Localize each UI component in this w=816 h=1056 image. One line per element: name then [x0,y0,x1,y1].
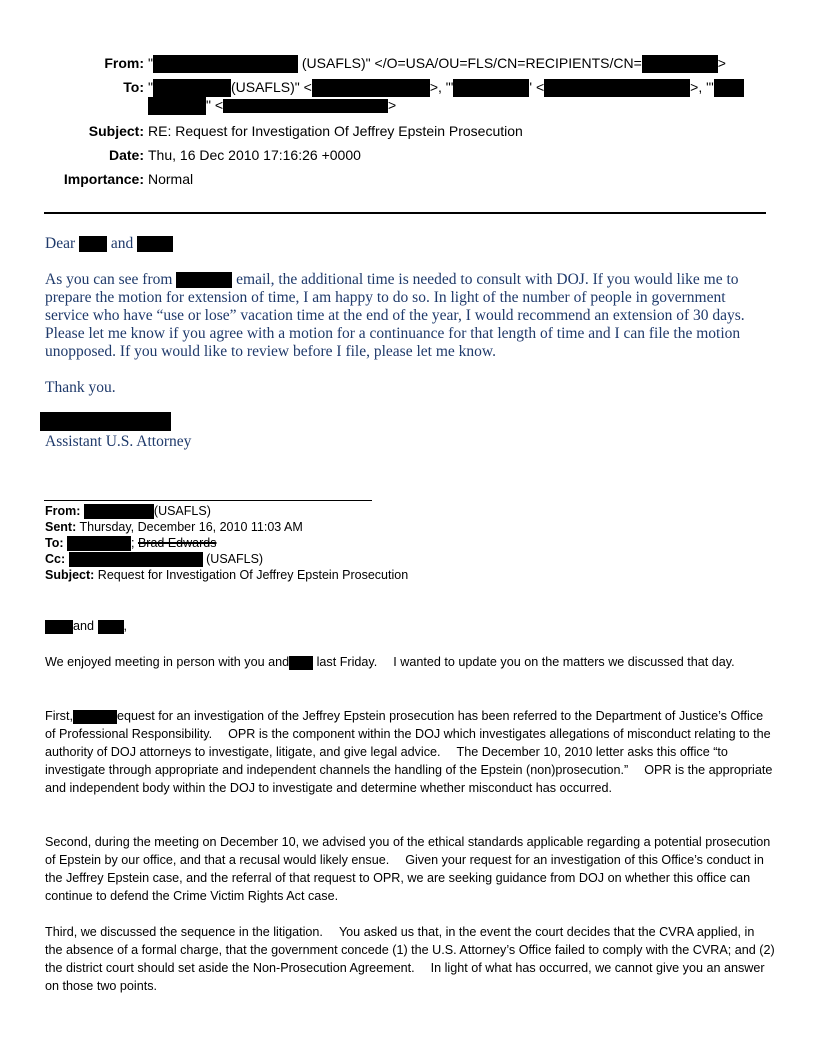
redaction [544,79,690,97]
from-label: From: [104,55,144,71]
signature-name-redaction [40,412,171,431]
redaction [73,710,117,724]
redaction [148,97,206,115]
redaction [67,536,131,551]
redaction [69,552,203,567]
salutation: and , [45,617,775,635]
fwd-cc: Cc: (USAFLS) [45,552,264,566]
to-value: " (USAFLS)" < >, "' ' < >, "' [148,79,744,97]
to-label: To: [123,79,144,95]
email-header [0,0,816,200]
redaction [176,272,232,288]
redaction [84,504,154,519]
importance-value: Normal [148,171,194,187]
redaction [289,656,313,670]
redaction [137,236,173,252]
redaction [312,79,430,97]
forward-divider [44,500,372,501]
signature-title: Assistant U.S. Attorney [45,433,192,450]
reply-paragraph: As you can see from email, the additional time is needed to consult with DOJ. If you would like me to prepare the motion for extension of time, I am happy to do so. In light of the number of people in government service who have “use or lose” vacation time at the end of the year, I would recommend an extension of 30 days. Please let me know if you agree with a motion for a continuance for that length of time and I can file the motion unopposed. If you would like to review before I file, please let me know. [45,271,745,360]
fwd-from: From: (USAFLS) [45,504,211,518]
redaction [153,55,298,73]
subject-value: RE: Request for Investigation Of Jeffrey Epstein Prosecution [148,123,523,139]
redaction [714,79,744,97]
struck-recipient: Brad Edwards [137,536,217,550]
paragraph-2: First, equest for an investigation of the Jeffrey Epstein prosecution has been referred to the Department of Justice’s Office of Professional Responsibility. OPR is the component within the DOJ which investigates allegations of misconduct relating to the authority of DOJ attorneys to investigate, litigate, and give legal advice. The December 10, 2010 letter asks this office “to investigate through appropriate and independent channels the handling of the Epstein (non)prosecution.” OPR is the appropriate and independent body within the DOJ to investigate and determine whether misconduct has occurred. [45,709,773,795]
date-label: Date: [108,147,144,163]
redaction [642,55,718,73]
redaction [453,79,529,97]
from-value: " (USAFLS)" </O=USA/OU=FLS/CN=RECIPIENTS/CN= > [148,55,726,73]
fwd-to: To: ; Brad Edwards [45,536,217,550]
date-value: Thu, 16 Dec 2010 17:16:26 +0000 [148,147,361,163]
paragraph-1: We enjoyed meeting in person with you and last Friday. I wanted to update you on the matters we discussed that day. [45,655,735,669]
redaction [45,620,73,634]
reply-greeting: Dear and [45,235,770,253]
to-value-cont: " < > [148,97,396,115]
paragraph-4: Third, we discussed the sequence in the litigation. You asked us that, in the event the court decides that the CVRA applied, in the absence of a formal charge, that the government concede (1) the U.S. Attorney’s Office failed to comply with the CVRA; and (2) the district court should set aside the Non-Prosecution Agreement. In light of what has occurred, we cannot give you an answer on those two points. [45,925,775,993]
fwd-sent: Sent: Thursday, December 16, 2010 11:03 AM [45,520,303,534]
subject-label: Subject: [88,123,144,139]
redaction [153,79,231,97]
redaction [98,620,124,634]
redaction [79,236,107,252]
redaction [223,99,388,113]
paragraph-3: Second, during the meeting on December 10, we advised you of the ethical standards applicable regarding a potential prosecution of Epstein by our office, and that a recusal would likely ensue. Given your request for an investigation of this Office’s conduct in the Jeffrey Epstein case, and the referral of that request to OPR, we are seeking guidance from DOJ on whether this office can continue to defend the Crime Victim Rights Act case. [45,835,771,903]
fwd-subject: Subject: Request for Investigation Of Jeffrey Epstein Prosecution [45,568,409,582]
reply-thanks: Thank you. [45,379,116,396]
importance-label: Importance: [63,171,144,187]
header-divider [44,212,766,214]
